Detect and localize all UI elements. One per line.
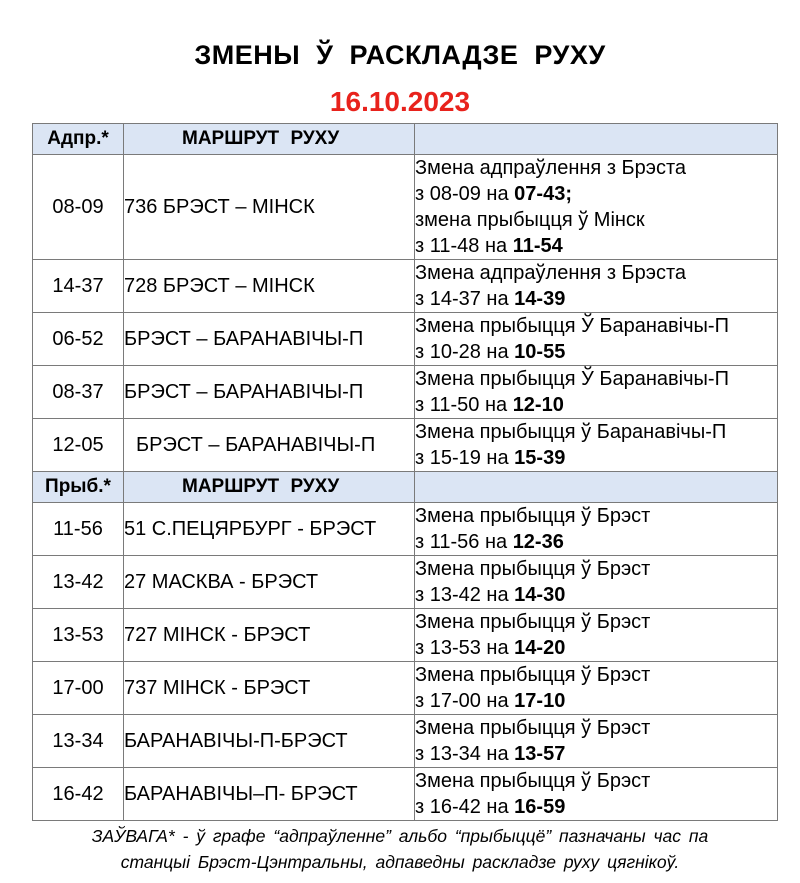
arrival-row bbox=[33, 662, 778, 715]
note-line bbox=[415, 662, 777, 688]
note-text: Змена адпраўлення з Брэста bbox=[415, 157, 687, 179]
note-text: з 13-34 на bbox=[415, 743, 515, 765]
note-line bbox=[415, 768, 777, 794]
new-time: 07-43; bbox=[514, 183, 572, 205]
note-text: з 13-53 на bbox=[415, 637, 515, 659]
arrivals-time-header: Прыб.* bbox=[33, 472, 124, 503]
note-line bbox=[415, 503, 777, 529]
route-cell: 728 БРЭСТ – МІНСК bbox=[124, 260, 415, 313]
note-line bbox=[415, 207, 777, 233]
route-cell: 727 МІНСК - БРЭСТ bbox=[124, 609, 415, 662]
new-time: 14-30 bbox=[514, 584, 566, 606]
note-text: Змена прыбыцця ў Брэст bbox=[415, 717, 651, 739]
note-text: Змена прыбыцця ў Баранавічы-П bbox=[415, 421, 727, 443]
note-text: Змена прыбыцця ў Брэст bbox=[415, 770, 651, 792]
route-cell: БАРАНАВІЧЫ-П-БРЭСТ bbox=[124, 715, 415, 768]
change-note-cell bbox=[415, 366, 778, 419]
time-cell: 12-05 bbox=[33, 419, 124, 472]
note-text: з 11-48 на bbox=[415, 235, 513, 257]
route-cell: БРЭСТ – БАРАНАВІЧЫ-П bbox=[124, 313, 415, 366]
new-time: 11-54 bbox=[512, 235, 563, 257]
time-cell: 17-00 bbox=[33, 662, 124, 715]
departure-row bbox=[33, 366, 778, 419]
time-cell: 16-42 bbox=[33, 768, 124, 821]
note-text: Змена адпраўлення з Брэста bbox=[415, 262, 687, 284]
note-line bbox=[415, 313, 777, 339]
arrivals-section bbox=[33, 472, 778, 821]
time-cell: 13-53 bbox=[33, 609, 124, 662]
departures-section bbox=[33, 124, 778, 472]
new-time: 17-10 bbox=[514, 690, 566, 712]
time-cell: 08-09 bbox=[33, 155, 124, 260]
note-text: з 10-28 на bbox=[415, 341, 515, 363]
route-cell: БРЭСТ – БАРАНАВІЧЫ-П bbox=[124, 366, 415, 419]
note-text: з 16-42 на bbox=[415, 796, 515, 818]
new-time: 14-20 bbox=[514, 637, 566, 659]
arrival-row bbox=[33, 609, 778, 662]
note-text: Змена прыбыцця ў Брэст bbox=[415, 664, 651, 686]
note-text: з 15-19 на bbox=[415, 447, 515, 469]
new-time: 14-39 bbox=[514, 288, 566, 310]
time-cell: 14-37 bbox=[33, 260, 124, 313]
note-text: з 11-50 на bbox=[415, 394, 513, 416]
note-line bbox=[415, 286, 777, 312]
new-time: 15-39 bbox=[514, 447, 566, 469]
change-note-cell bbox=[415, 609, 778, 662]
route-cell: 737 МІНСК - БРЭСТ bbox=[124, 662, 415, 715]
note-line bbox=[415, 688, 777, 714]
change-note-cell bbox=[415, 662, 778, 715]
new-time: 13-57 bbox=[514, 743, 566, 765]
note-line bbox=[415, 419, 777, 445]
time-cell: 13-42 bbox=[33, 556, 124, 609]
arrival-row bbox=[33, 503, 778, 556]
departures-time-header: Адпр.* bbox=[33, 124, 124, 155]
change-note-cell bbox=[415, 768, 778, 821]
route-cell: 51 С.ПЕЦЯРБУРГ - БРЭСТ bbox=[124, 503, 415, 556]
departures-header-row bbox=[33, 124, 778, 155]
route-cell: БАРАНАВІЧЫ–П- БРЭСТ bbox=[124, 768, 415, 821]
arrival-row bbox=[33, 715, 778, 768]
change-note-cell bbox=[415, 503, 778, 556]
time-cell: 13-34 bbox=[33, 715, 124, 768]
note-line bbox=[415, 635, 777, 661]
note-line bbox=[415, 339, 777, 365]
note-text: Змена прыбыцця Ў Баранавічы-П bbox=[415, 315, 729, 337]
arrivals-note-header bbox=[415, 472, 778, 503]
note-text: з 13-42 на bbox=[415, 584, 515, 606]
new-time: 10-55 bbox=[514, 341, 566, 363]
note-text: Змена прыбыцця ў Брэст bbox=[415, 505, 651, 527]
note-text: з 17-00 на bbox=[415, 690, 515, 712]
note-line bbox=[415, 582, 777, 608]
note-text: Змена прыбыцця ў Брэст bbox=[415, 611, 651, 633]
departure-row bbox=[33, 313, 778, 366]
note-line bbox=[415, 260, 777, 286]
time-cell: 08-37 bbox=[33, 366, 124, 419]
departures-route-header: МАРШРУТ РУХУ bbox=[124, 124, 415, 155]
note-line bbox=[415, 794, 777, 820]
note-text: з 08-09 на bbox=[415, 183, 515, 205]
departure-row bbox=[33, 419, 778, 472]
note-text: Змена прыбыцця Ў Баранавічы-П bbox=[415, 368, 729, 390]
new-time: 12-10 bbox=[512, 394, 564, 416]
arrivals-header-row bbox=[33, 472, 778, 503]
note-text: з 14-37 на bbox=[415, 288, 515, 310]
page-title: ЗМЕНЫ Ў РАСКЛАДЗЕ РУХУ bbox=[194, 40, 606, 70]
arrival-row bbox=[33, 556, 778, 609]
note-text: Змена прыбыцця ў Брэст bbox=[415, 558, 651, 580]
note-line bbox=[415, 366, 777, 392]
note-line bbox=[415, 556, 777, 582]
time-cell: 11-56 bbox=[33, 503, 124, 556]
note-line bbox=[415, 445, 777, 471]
schedule-date: 16.10.2023 bbox=[329, 86, 471, 117]
departure-row bbox=[33, 260, 778, 313]
note-line bbox=[415, 233, 777, 259]
change-note-cell bbox=[415, 419, 778, 472]
route-cell: 736 БРЭСТ – МІНСК bbox=[124, 155, 415, 260]
note-text: змена прыбыцця ў Мінск bbox=[415, 209, 645, 231]
footnote bbox=[30, 823, 770, 875]
route-cell: 27 МАСКВА - БРЭСТ bbox=[124, 556, 415, 609]
note-text: з 11-56 на bbox=[415, 531, 513, 553]
new-time: 12-36 bbox=[512, 531, 564, 553]
change-note-cell bbox=[415, 715, 778, 768]
change-note-cell bbox=[415, 313, 778, 366]
footnote-line-1: ЗАЎВАГА* - ў графе “адпраўленне” альбо “прыбыццё” пазначаны час па bbox=[91, 826, 709, 846]
note-line bbox=[415, 529, 777, 555]
new-time: 16-59 bbox=[514, 796, 566, 818]
footnote-line-2: станцыі Брэст-Цэнтральны, адпаведны раскладзе руху цягнікоў. bbox=[120, 852, 680, 872]
change-note-cell bbox=[415, 260, 778, 313]
note-line bbox=[415, 715, 777, 741]
departures-note-header bbox=[415, 124, 778, 155]
time-cell: 06-52 bbox=[33, 313, 124, 366]
change-note-cell bbox=[415, 556, 778, 609]
note-line bbox=[415, 392, 777, 418]
change-note-cell bbox=[415, 155, 778, 260]
route-cell: БРЭСТ – БАРАНАВІЧЫ-П bbox=[124, 419, 415, 472]
arrivals-route-header: МАРШРУТ РУХУ bbox=[124, 472, 415, 503]
note-line bbox=[415, 609, 777, 635]
schedule-table bbox=[32, 123, 778, 821]
note-line bbox=[415, 181, 777, 207]
departure-row bbox=[33, 155, 778, 260]
note-line bbox=[415, 741, 777, 767]
note-line bbox=[415, 155, 777, 181]
arrival-row bbox=[33, 768, 778, 821]
